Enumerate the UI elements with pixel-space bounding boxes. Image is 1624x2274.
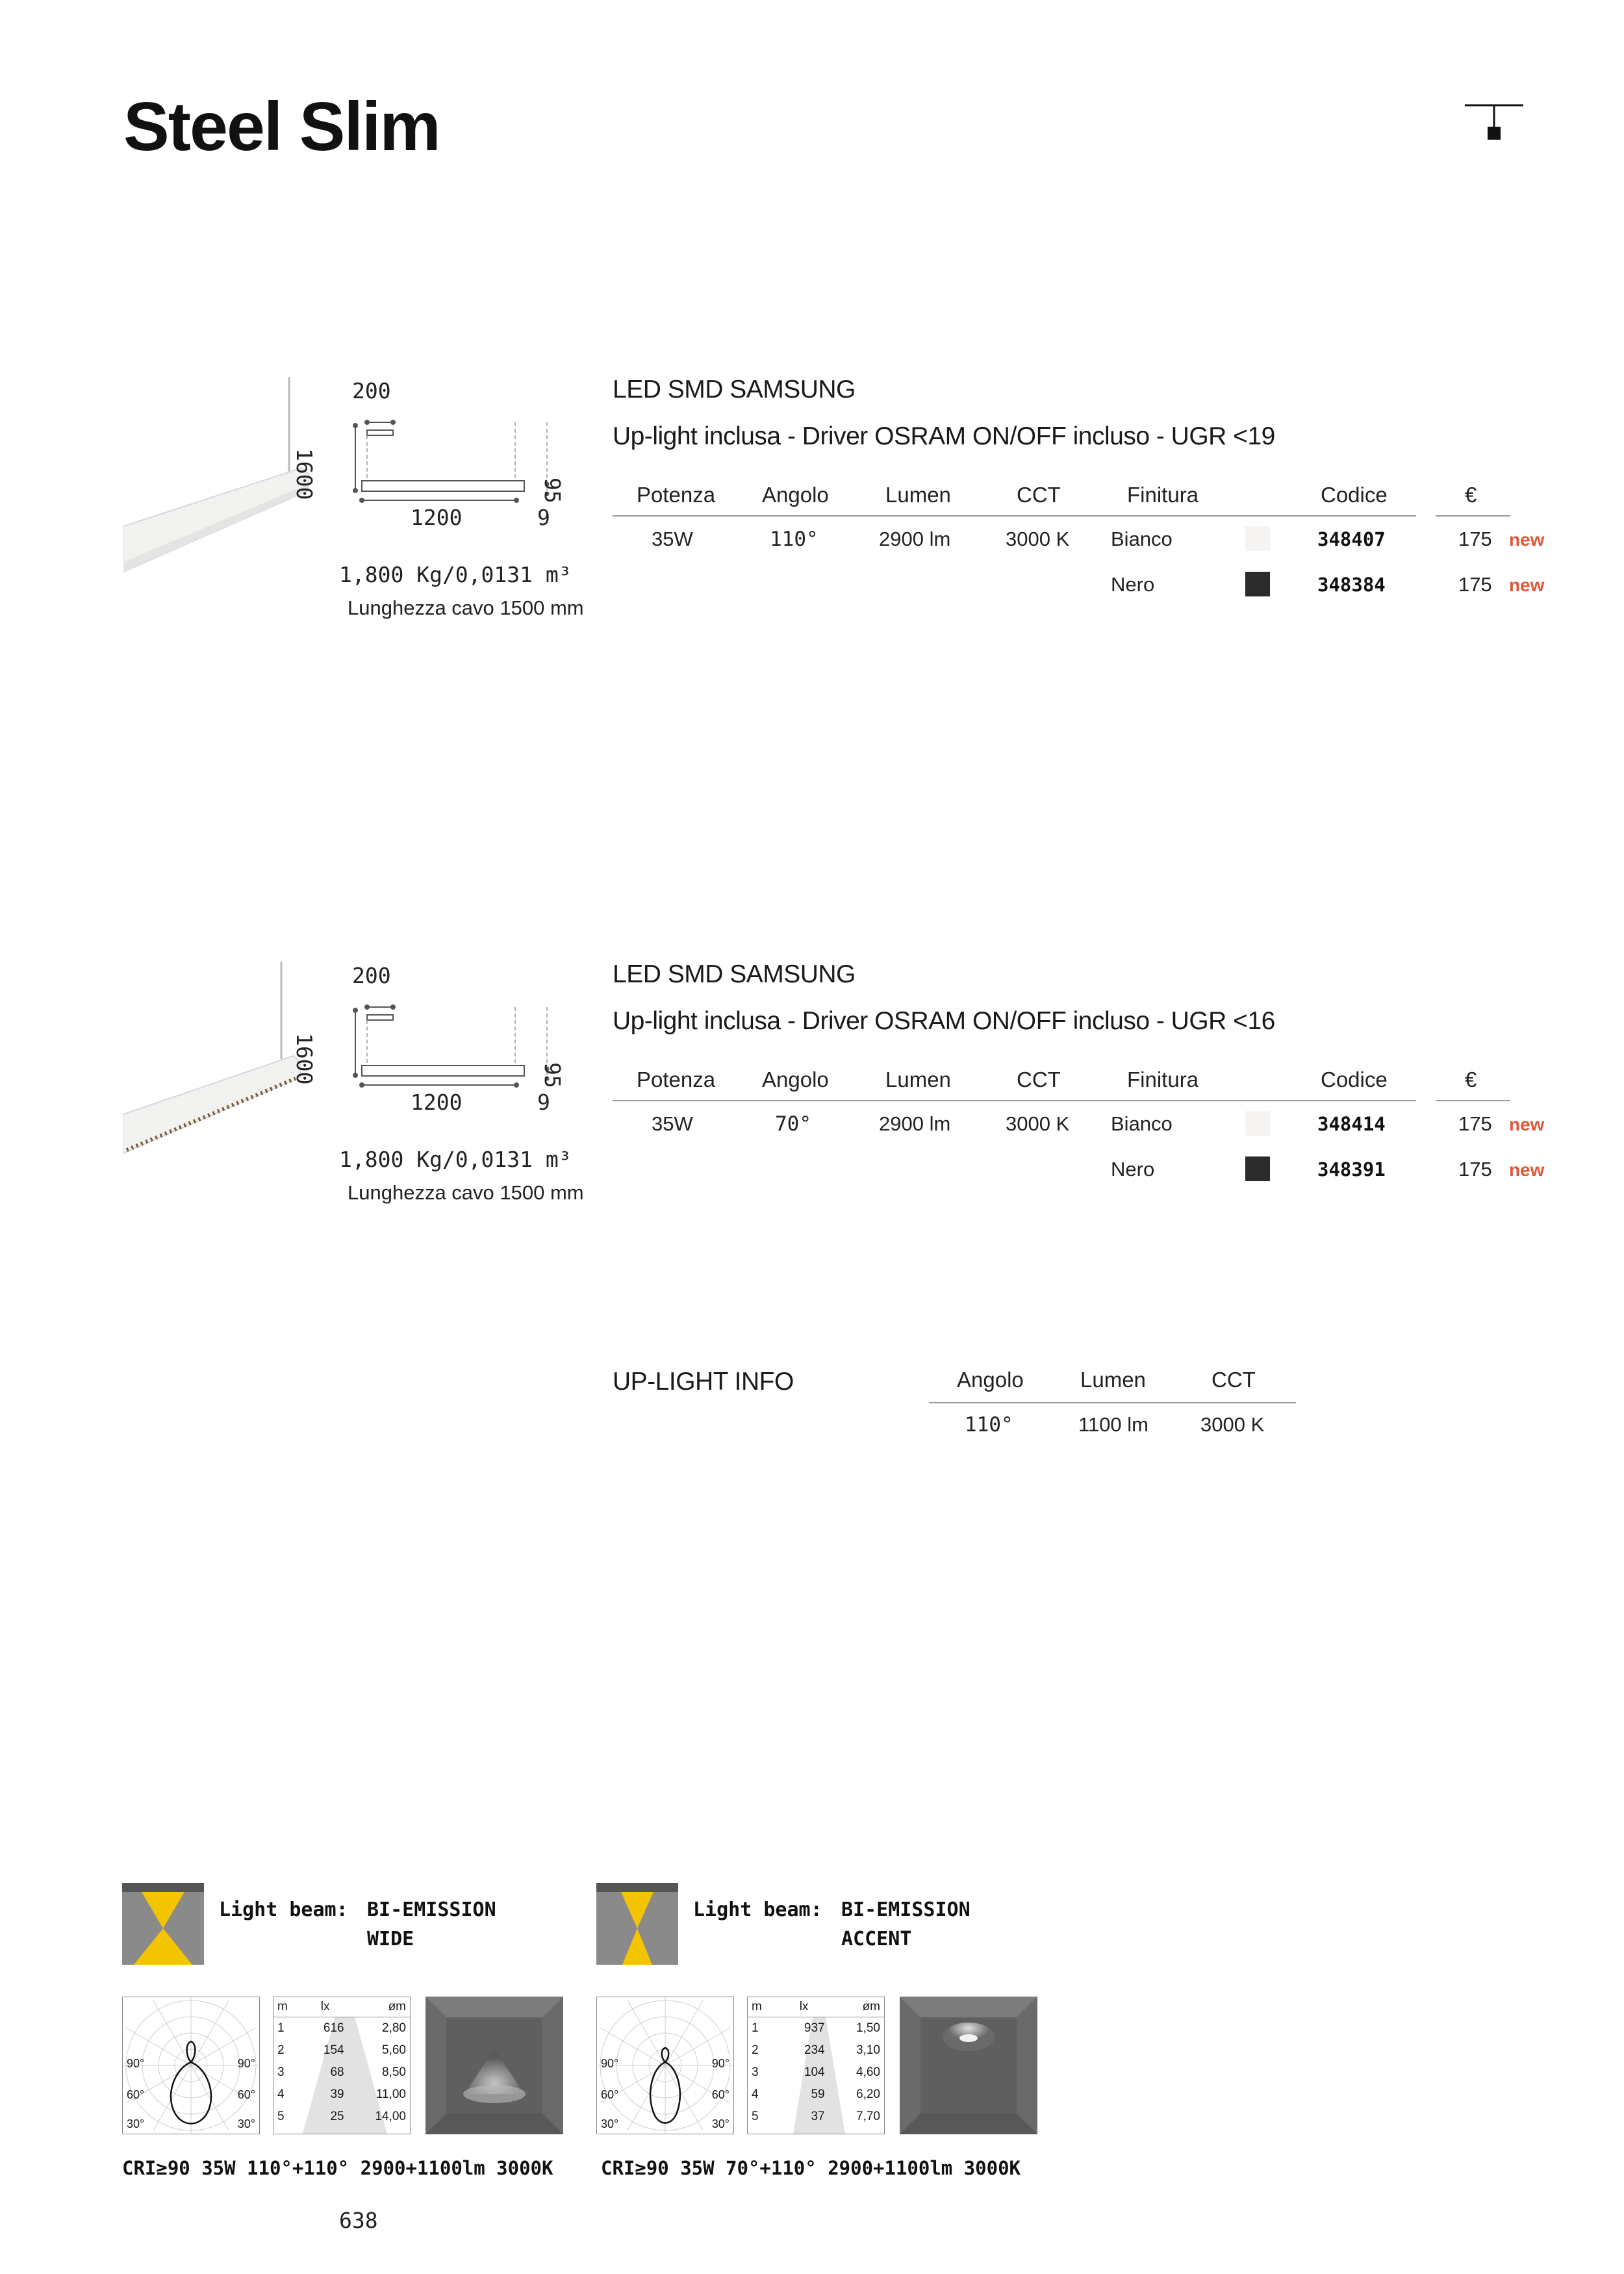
- product-subtitle: Up-light inclusa - Driver OSRAM ON/OFF incluso - UGR <19: [613, 422, 1275, 450]
- cell-m: 4: [277, 2088, 285, 2101]
- col-header-codice: Codice: [1321, 483, 1388, 507]
- uplight-header-angolo: Angolo: [957, 1368, 1024, 1392]
- col-header-lumen: Lumen: [885, 483, 951, 507]
- cell-m: 3: [277, 2065, 285, 2079]
- room-render-wide: [425, 1997, 563, 2134]
- cell-lx: 39: [330, 2088, 344, 2101]
- cell-m: 2: [277, 2043, 285, 2057]
- table-row: [273, 2084, 410, 2106]
- beam-label-prefix: Light beam:: [693, 1898, 822, 1921]
- col-header-finitura: Finitura: [1127, 483, 1199, 507]
- led-label: LED SMD SAMSUNG: [613, 376, 856, 403]
- product-code: 348414: [1317, 1113, 1386, 1135]
- table-header-om: øm: [829, 1997, 884, 2017]
- polar-label: 90°: [711, 2057, 730, 2070]
- table-row: [748, 2062, 884, 2084]
- beam-label-type: BI-EMISSION: [367, 1898, 496, 1921]
- cell-lx: 104: [804, 2065, 825, 2079]
- room-render-accent: [900, 1997, 1037, 2134]
- spec-cct: 3000 K: [1006, 1112, 1070, 1135]
- polar-label: 90°: [127, 2057, 145, 2070]
- cell-om: 2,80: [382, 2021, 406, 2035]
- cell-m: 5: [277, 2110, 285, 2123]
- dim-length: 1200: [411, 505, 463, 530]
- photometric-table-accent: [747, 1997, 885, 2134]
- cell-m: 4: [752, 2088, 759, 2101]
- cell-m: 3: [752, 2065, 759, 2079]
- uplight-cct: 3000 K: [1200, 1413, 1265, 1436]
- color-swatch-black: [1245, 1156, 1270, 1181]
- polar-label: 60°: [601, 2088, 619, 2101]
- col-header-cct: CCT: [1017, 483, 1061, 507]
- table-row: [273, 2106, 410, 2128]
- beam-label-variant: WIDE: [367, 1928, 414, 1950]
- cell-om: 4,60: [856, 2065, 880, 2079]
- price: 175: [1458, 528, 1492, 550]
- beam-label-type: BI-EMISSION: [841, 1898, 971, 1921]
- cable-length: Lunghezza cavo 1500 mm: [348, 1181, 584, 1204]
- price: 175: [1458, 1158, 1492, 1181]
- table-row: [748, 2039, 884, 2062]
- new-badge: new: [1509, 575, 1545, 595]
- new-badge: new: [1509, 530, 1545, 550]
- cell-m: 1: [752, 2021, 759, 2035]
- cell-m: 1: [277, 2021, 285, 2035]
- price-divider: [1436, 1100, 1510, 1101]
- price: 175: [1458, 1112, 1492, 1135]
- table-row: [748, 2106, 884, 2128]
- cell-lx: 25: [330, 2110, 344, 2123]
- col-header-angolo: Angolo: [762, 1067, 829, 1092]
- uplight-divider: [929, 1402, 1296, 1403]
- cell-lx: 59: [811, 2088, 825, 2101]
- table-header-m: m: [748, 1997, 779, 2017]
- product-photo-1: [123, 377, 318, 578]
- color-swatch-white: [1245, 526, 1270, 551]
- price: 175: [1458, 573, 1492, 596]
- cell-lx: 937: [804, 2021, 825, 2035]
- dim-small: 9: [537, 505, 550, 530]
- dim-small: 9: [537, 1090, 550, 1115]
- cell-lx: 37: [811, 2110, 825, 2123]
- table-header-lx: lx: [303, 1997, 348, 2017]
- bi-emission-accent-icon: [596, 1883, 678, 1965]
- spec-lumen: 2900 lm: [879, 1112, 951, 1135]
- uplight-header-cct: CCT: [1212, 1368, 1256, 1392]
- table-header-om: øm: [348, 1997, 410, 2017]
- dim-side: 95: [540, 1062, 565, 1088]
- col-header-lumen: Lumen: [885, 1067, 951, 1092]
- variant-finitura: Bianco: [1111, 528, 1173, 550]
- beam-label-variant: ACCENT: [841, 1928, 912, 1950]
- polar-label: 30°: [711, 2117, 730, 2130]
- weight-volume: 1,800 Kg/0,0131 m³: [339, 1147, 572, 1172]
- beam-label-prefix: Light beam:: [219, 1898, 348, 1921]
- spec-angolo: 70°: [775, 1112, 811, 1136]
- col-header-codice: Codice: [1321, 1067, 1388, 1092]
- spec-cct: 3000 K: [1006, 528, 1070, 550]
- variant-finitura: Bianco: [1111, 1112, 1173, 1135]
- product-code: 348391: [1317, 1158, 1386, 1181]
- beam-spec-footer: CRI≥90 35W 110°+110° 2900+1100lm 3000K: [122, 2157, 553, 2179]
- col-header-price: €: [1465, 483, 1477, 507]
- dim-height: 1600: [292, 1033, 317, 1085]
- cell-om: 3,10: [856, 2043, 880, 2057]
- cell-om: 11,00: [375, 2088, 406, 2101]
- cell-lx: 154: [323, 2043, 344, 2057]
- polar-label: 30°: [127, 2117, 145, 2130]
- cell-lx: 616: [323, 2021, 344, 2035]
- polar-diagram-wide: [122, 1997, 260, 2134]
- uplight-lumen: 1100 lm: [1078, 1413, 1148, 1436]
- table-row: [748, 2084, 884, 2106]
- col-header-cct: CCT: [1017, 1067, 1061, 1092]
- led-label: LED SMD SAMSUNG: [613, 960, 856, 988]
- cable-length: Lunghezza cavo 1500 mm: [348, 596, 584, 619]
- product-code: 348407: [1317, 528, 1386, 550]
- polar-label: 60°: [237, 2088, 255, 2101]
- polar-label: 60°: [711, 2088, 730, 2101]
- dimension-drawing-1: [348, 403, 607, 507]
- cell-lx: 68: [330, 2065, 344, 2079]
- cell-om: 1,50: [856, 2021, 880, 2035]
- col-header-price: €: [1465, 1067, 1477, 1092]
- cell-om: 14,00: [375, 2110, 406, 2123]
- cell-m: 5: [752, 2110, 759, 2123]
- new-badge: new: [1509, 1160, 1545, 1180]
- polar-diagram-accent: [596, 1997, 734, 2134]
- polar-label: 90°: [601, 2057, 619, 2070]
- cell-om: 8,50: [382, 2065, 406, 2079]
- cell-om: 5,60: [382, 2043, 406, 2057]
- product-photo-2: [123, 962, 318, 1163]
- uplight-label: UP-LIGHT INFO: [613, 1368, 794, 1396]
- weight-volume: 1,800 Kg/0,0131 m³: [339, 562, 572, 587]
- col-header-potenza: Potenza: [637, 483, 716, 507]
- polar-label: 60°: [127, 2088, 145, 2101]
- table-divider: [613, 515, 1416, 517]
- cell-lx: 234: [804, 2043, 825, 2057]
- polar-label: 30°: [601, 2117, 619, 2130]
- table-row: [273, 2039, 410, 2062]
- photometric-table-wide: [273, 1997, 411, 2134]
- dim-side: 95: [540, 478, 565, 504]
- table-header-m: m: [273, 1997, 303, 2017]
- polar-label: 90°: [237, 2057, 255, 2070]
- dim-length: 1200: [411, 1090, 463, 1115]
- table-divider: [613, 1100, 1416, 1101]
- table-row: [273, 2062, 410, 2084]
- variant-finitura: Nero: [1111, 573, 1155, 596]
- cell-om: 6,20: [856, 2088, 880, 2101]
- bi-emission-wide-icon: [122, 1883, 204, 1965]
- product-subtitle: Up-light inclusa - Driver OSRAM ON/OFF incluso - UGR <16: [613, 1007, 1275, 1035]
- cell-om: 7,70: [856, 2110, 880, 2123]
- page-number: 638: [339, 2208, 378, 2233]
- col-header-finitura: Finitura: [1127, 1067, 1199, 1092]
- color-swatch-black: [1245, 572, 1270, 596]
- col-header-potenza: Potenza: [637, 1067, 716, 1092]
- spec-potenza: 35W: [652, 1112, 693, 1135]
- uplight-angolo: 110°: [965, 1413, 1013, 1437]
- pendant-icon: [1465, 97, 1523, 149]
- new-badge: new: [1509, 1114, 1545, 1134]
- spec-potenza: 35W: [652, 528, 693, 550]
- col-header-angolo: Angolo: [762, 483, 829, 507]
- uplight-header-lumen: Lumen: [1080, 1368, 1146, 1392]
- page-title: Steel Slim: [123, 88, 440, 165]
- price-divider: [1436, 515, 1510, 517]
- spec-lumen: 2900 lm: [879, 528, 951, 550]
- table-row: [748, 2017, 884, 2040]
- variant-finitura: Nero: [1111, 1158, 1155, 1181]
- color-swatch-white: [1245, 1111, 1270, 1136]
- beam-spec-footer: CRI≥90 35W 70°+110° 2900+1100lm 3000K: [601, 2157, 1021, 2179]
- spec-angolo: 110°: [770, 528, 818, 551]
- table-row: [273, 2017, 410, 2040]
- dim-width-top: 200: [352, 378, 391, 403]
- product-code: 348384: [1317, 574, 1386, 596]
- polar-label: 30°: [237, 2117, 255, 2130]
- dim-height: 1600: [292, 448, 317, 500]
- dim-width-top: 200: [352, 963, 391, 988]
- table-header-lx: lx: [779, 1997, 828, 2017]
- dimension-drawing-2: [348, 988, 607, 1092]
- cell-m: 2: [752, 2043, 759, 2057]
